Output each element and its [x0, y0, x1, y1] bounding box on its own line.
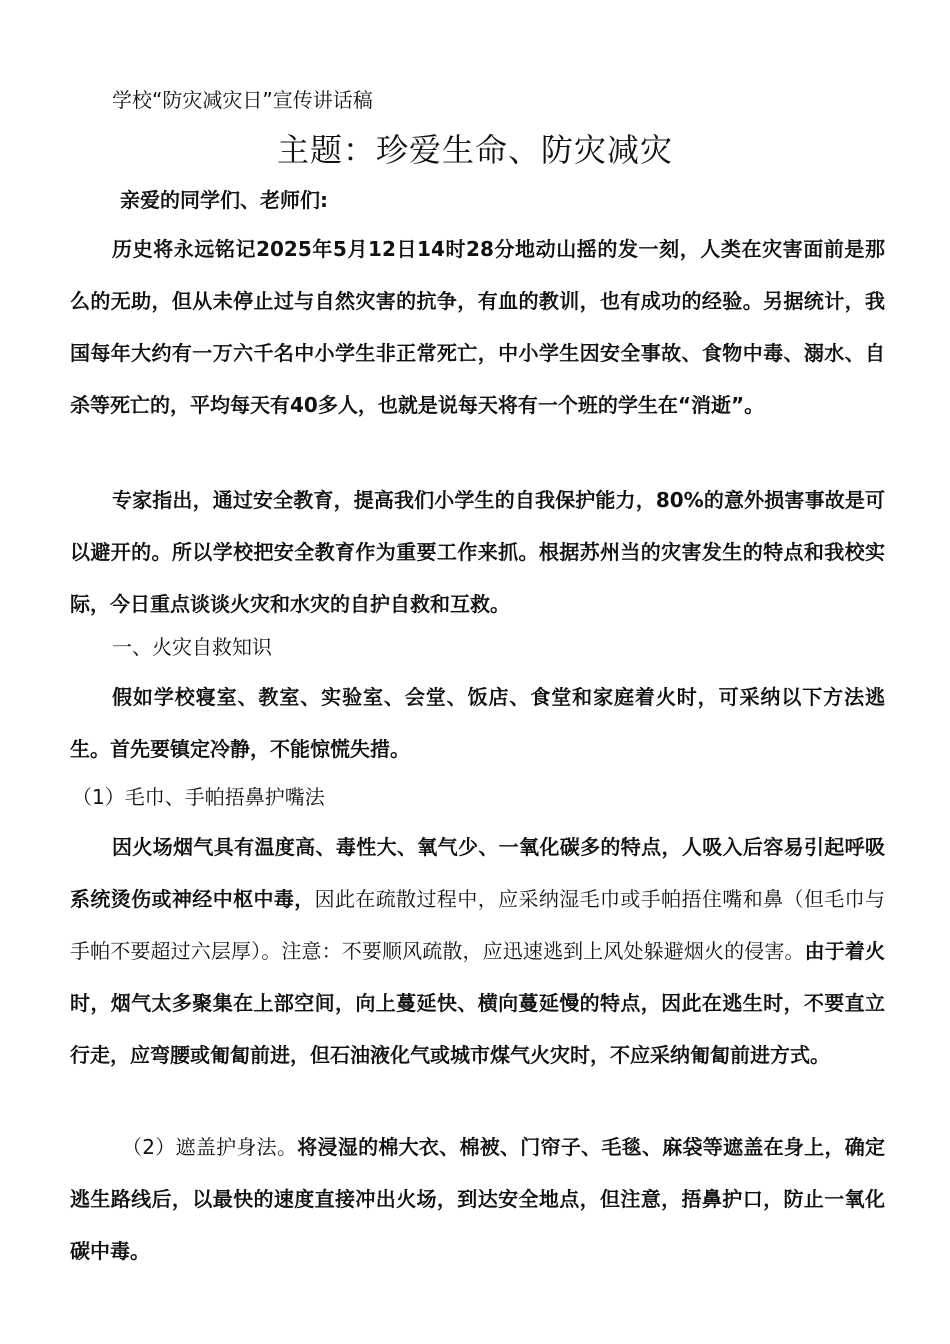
- document-header-line: 学校“防灾减灾日”宣传讲话稿: [112, 88, 373, 112]
- section-heading-fire-self-rescue: 一、火灾自救知识: [112, 635, 272, 659]
- paragraph-2: 专家指出，通过安全教育，提高我们小学生的自我保护能力，80%的意外损害事故是可以避开的。所以学校把安全教育作为重要工作来抓。根据苏州当的灾害发生的特点和我校实际，今日重点谈谈火灾和水灾的自护自救和互救。: [70, 488, 885, 616]
- paragraph-4-normal-b: 因此在疏散过程中，应采纳湿毛巾或手帕捂住嘴和鼻（但毛巾与手帕不要超过六层厚）。注意：不要顺风疏散，应迅速逃到上风处躲避烟火的侵害。: [70, 887, 886, 963]
- paragraph-5: [70, 1121, 885, 1277]
- paragraph-3: 假如学校寝室、教室、实验室、会堂、饭店、食堂和家庭着火时，可采纳以下方法逃生。首先要镇定冷静，不能惊慌失措。: [70, 685, 885, 761]
- paragraph-1: 历史将永远铭记2025年5月12日14时28分地动山摇的发一刻，人类在灾害面前是那么的无助，但从未停止过与自然灾害的抗争，有血的教训，也有成功的经验。另据统计，我国每年大约有一万六千名中小学生非正常死亡，中小学生因安全事故、食物中毒、溺水、自杀等死亡的，平均每天有40多人，也就是说每天将有一个班的学生在“消逝”。: [70, 237, 885, 417]
- paragraph-4-bold-a: 因火场烟气具有温度高、毒性大、氧气少、一氧化碳多的特点，人吸入后容易引起呼吸系统烫伤或神经中枢中毒，: [70, 835, 885, 911]
- paragraph-4: [70, 821, 885, 1081]
- paragraph-4-bold-c: 由于着火时，烟气太多聚集在上部空间，向上蔓延快、横向蔓延慢的特点，因此在逃生时，不要直立行走，应弯腰或匍匐前进，但石油液化气或城市煤气火灾时，不应采纳匍匐前进方式。: [70, 939, 885, 1067]
- paragraph-5-bold-b: 将浸湿的棉大衣、棉被、门帘子、毛毯、麻袋等遮盖在身上，确定逃生路线后，以最快的速度直接冲出火场，到达安全地点，但注意，捂鼻护口，防止一氧化碳中毒。: [70, 1135, 886, 1263]
- paragraph-5-normal-a: （2）遮盖护身法。: [122, 1135, 298, 1159]
- document-title: 主题：珍爱生命、防灾减灾: [276, 131, 673, 169]
- subsection-towel-method: （1）毛巾、手帕捂鼻护嘴法: [72, 785, 325, 809]
- salutation: 亲爱的同学们、老师们:: [120, 188, 328, 212]
